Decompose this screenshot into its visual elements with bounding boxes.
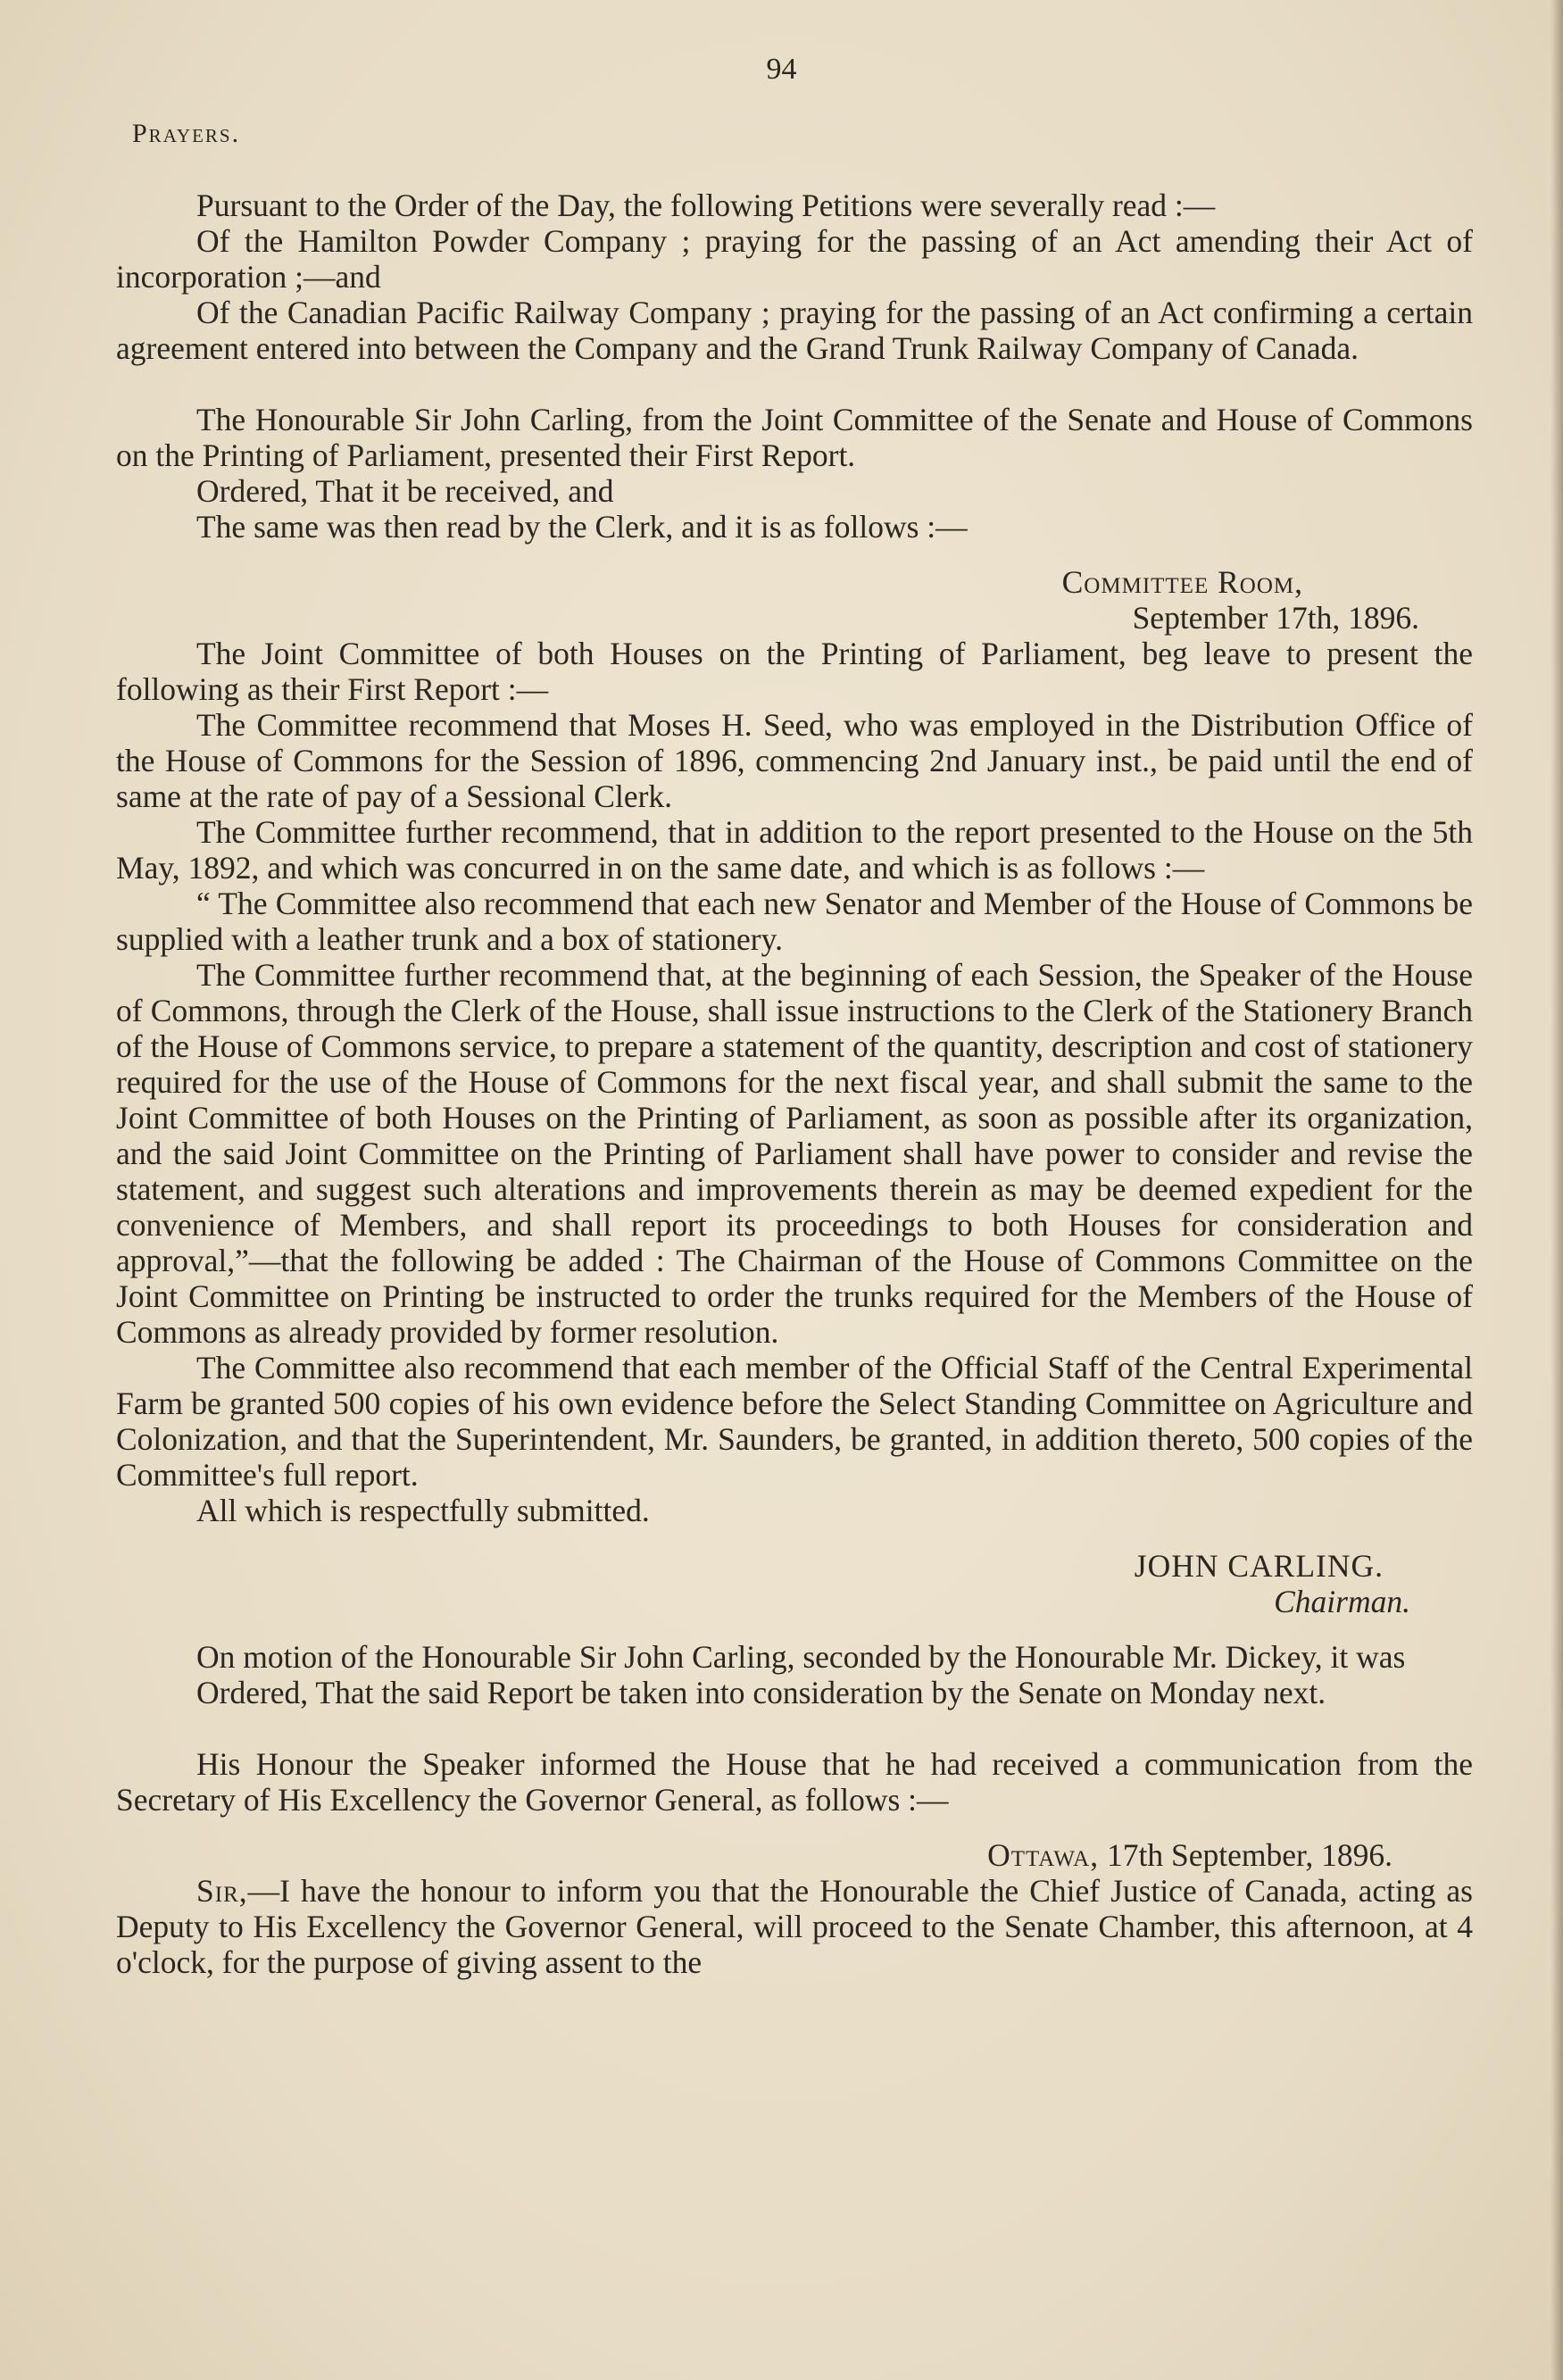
committee-room-heading xyxy=(116,564,1473,600)
paragraph-petition-cpr: Of the Canadian Pacific Railway Company ; praying for the passing of an Act confirming a certain agreement entered into between the Company and the Grand Trunk Railway Company of Canada. xyxy=(116,295,1473,366)
spacer xyxy=(116,1818,1473,1837)
committee-date: September 17th, 1896. xyxy=(1132,600,1419,636)
spacer xyxy=(116,1710,1473,1746)
spacer xyxy=(116,1619,1473,1639)
spacer xyxy=(116,366,1473,402)
paragraph-read-by-clerk: The same was then read by the Clerk, and it is as follows :— xyxy=(196,509,968,545)
letter-date: 17th September, 1896. xyxy=(1106,1837,1393,1873)
signature-name: JOHN CARLING. xyxy=(1134,1548,1384,1584)
paragraph-stationery: The Committee further recommend that, at the beginning of each Session, the Speaker of the House of Commons, through the Clerk of the House, shall issue instructions to the Clerk of the Stationery Branch of the House of Commons service, to prepare a statement of the quantity, description and cost of stationery required for the use of the House of Commons for the next fiscal year, and shall submit the same to the Joint Committee of both Houses on the Printing of Parliament, as soon as possible after its organization, and the said Joint Committee on the Printing of Parliament shall have power to consider and revise the statement, and suggest such alterations and improvements therein as may be deemed expedient for the convenience of Members, and shall report its proceedings to both Houses for consideration and approval,”—that the following be added : The Chairman of the House of Commons Committee on the Joint Committee on Printing be instructed to order the trunks required for the Members of the House of Commons as already provided by former resolution. xyxy=(116,957,1473,1350)
paragraph-letter xyxy=(116,1873,1473,1980)
spacer xyxy=(116,545,1473,564)
spacer xyxy=(116,1528,1473,1548)
paragraph-report-presented: The Honourable Sir John Carling, from the Joint Committee of the Senate and House of Commons on the Printing of Parliament, presented their First Report. xyxy=(116,402,1473,473)
paragraph-report-intro: The Joint Committee of both Houses on the Printing of Parliament, beg leave to present the following as their First Report :— xyxy=(116,636,1473,707)
paragraph-petition-hamilton: Of the Hamilton Powder Company ; praying for the passing of an Act amending their Act of incorporation ;—and xyxy=(116,223,1473,295)
letter-dateline xyxy=(116,1837,1473,1873)
paragraph-motion: On motion of the Honourable Sir John Carling, seconded by the Honourable Mr. Dickey, it was xyxy=(196,1639,1406,1675)
paragraph-experimental-farm: The Committee also recommend that each member of the Official Staff of the Central Experimental Farm be granted 500 copies of his own evidence before the Select Standing Committee on Agriculture and Colonization, and that the Superintendent, Mr. Saunders, be granted, in addition thereto, 500 copies of the Committee's full report. xyxy=(116,1350,1473,1493)
letter-salutation: Sir, xyxy=(196,1873,248,1909)
committee-room-label: Committee Room, xyxy=(1061,564,1303,600)
paragraph-ordered-received: Ordered, That it be received, and xyxy=(196,473,614,509)
letter-place: Ottawa, xyxy=(987,1837,1100,1873)
paragraph-ordered-monday: Ordered, That the said Report be taken into consideration by the Senate on Monday next. xyxy=(196,1675,1326,1710)
paragraph-petitions-intro: Pursuant to the Order of the Day, the following Petitions were severally read :— xyxy=(196,187,1216,223)
paragraph-moses-seed: The Committee recommend that Moses H. Seed, who was employed in the Distribution Office of the House of Commons for the Session of 1896, commencing 2nd January inst., be paid until the end of same at the rate of pay of a Sessional Clerk. xyxy=(116,707,1473,814)
signature-title: Chairman. xyxy=(1274,1584,1410,1619)
paragraph-quoted-trunk: “ The Committee also recommend that each new Senator and Member of the House of Commons be supplied with a leather trunk and a box of stationery. xyxy=(116,886,1473,957)
page-number: 94 xyxy=(766,53,797,86)
letter-body: —I have the honour to inform you that the Honourable the Chief Justice of Canada, acting as Deputy to His Excellency the Governor General, will proceed to the Senate Chamber, this afternoon, at 4 o'clock, for the purpose of giving assent to the xyxy=(116,1873,1473,1980)
page-edge-shadow xyxy=(1551,0,1563,2380)
paragraph-further-recommend: The Committee further recommend, that in addition to the report presented to the House on the 5th May, 1892, and which was concurred in on the same date, and which is as follows :— xyxy=(116,814,1473,886)
paragraph-speaker-communication: His Honour the Speaker informed the House that he had received a communication from the Secretary of His Excellency the Governor General, as follows :— xyxy=(116,1746,1473,1818)
section-heading-prayers: Prayers. xyxy=(132,119,241,148)
paragraph-submitted: All which is respectfully submitted. xyxy=(196,1493,650,1528)
page-body xyxy=(116,187,1473,1980)
